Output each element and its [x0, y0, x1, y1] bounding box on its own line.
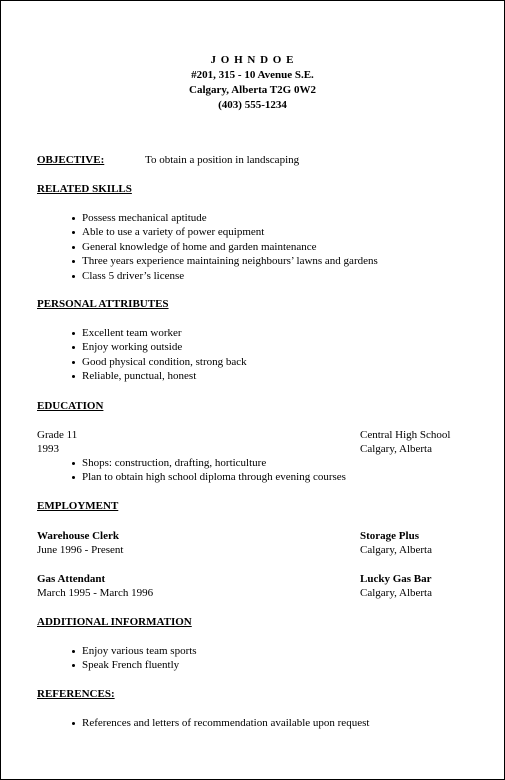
additional-information-list: [67, 644, 197, 673]
job-location: Calgary, Alberta: [360, 587, 432, 599]
job-dates: June 1996 - Present: [37, 544, 124, 556]
personal-attributes-list: [67, 326, 247, 384]
list-item: Three years experience maintaining neighbours’ lawns and gardens: [67, 254, 378, 268]
job-title: Gas Attendant: [37, 573, 106, 585]
employment-heading: EMPLOYMENT: [37, 500, 119, 512]
address-line-1: #201, 315 - 10 Avenue S.E.: [191, 69, 314, 81]
address-line-2: Calgary, Alberta T2G 0W2: [189, 84, 316, 96]
list-item: General knowledge of home and garden maintenance: [67, 240, 378, 254]
list-item: Possess mechanical aptitude: [67, 211, 378, 225]
education-year: 1993: [37, 443, 59, 455]
education-grade: Grade 11: [37, 429, 78, 441]
resume-header: [1, 53, 504, 113]
list-item: Plan to obtain high school diploma through evening courses: [67, 470, 346, 484]
list-item: References and letters of recommendation available upon request: [67, 716, 369, 730]
list-item: Enjoy various team sports: [67, 644, 197, 658]
references-heading: REFERENCES:: [37, 688, 115, 700]
list-item: Able to use a variety of power equipment: [67, 225, 378, 239]
education-school: Central High School: [360, 429, 451, 441]
job-details-row: [37, 586, 468, 600]
job-employer: Lucky Gas Bar: [360, 573, 432, 585]
list-item: Enjoy working outside: [67, 340, 247, 354]
personal-attributes-heading: PERSONAL ATTRIBUTES: [37, 298, 169, 310]
education-location: Calgary, Alberta: [360, 443, 432, 455]
additional-information-heading: ADDITIONAL INFORMATION: [37, 616, 192, 628]
phone-number: (403) 555-1234: [218, 99, 287, 111]
related-skills-list: [67, 211, 378, 283]
references-list: [67, 716, 369, 730]
related-skills-heading: RELATED SKILLS: [37, 183, 132, 195]
list-item: Speak French fluently: [67, 658, 197, 672]
list-item: Excellent team worker: [67, 326, 247, 340]
education-row-1: [37, 428, 468, 442]
objective-heading: OBJECTIVE:: [37, 154, 105, 166]
job-dates: March 1995 - March 1996: [37, 587, 154, 599]
list-item: Shops: construction, drafting, horticulture: [67, 456, 346, 470]
job-location: Calgary, Alberta: [360, 544, 432, 556]
job-title: Warehouse Clerk: [37, 530, 119, 542]
list-item: Good physical condition, strong back: [67, 355, 247, 369]
education-row-2: [37, 442, 468, 456]
job-details-row: [37, 543, 468, 557]
job-title-row: [37, 572, 468, 586]
education-list: [67, 456, 346, 485]
list-item: Class 5 driver’s license: [67, 269, 378, 283]
objective-text: To obtain a position in landscaping: [145, 154, 300, 166]
job-employer: Storage Plus: [360, 530, 419, 542]
list-item: Reliable, punctual, honest: [67, 369, 247, 383]
applicant-name: J O H N D O E: [210, 54, 295, 66]
job-title-row: [37, 529, 468, 543]
education-heading: EDUCATION: [37, 400, 104, 412]
